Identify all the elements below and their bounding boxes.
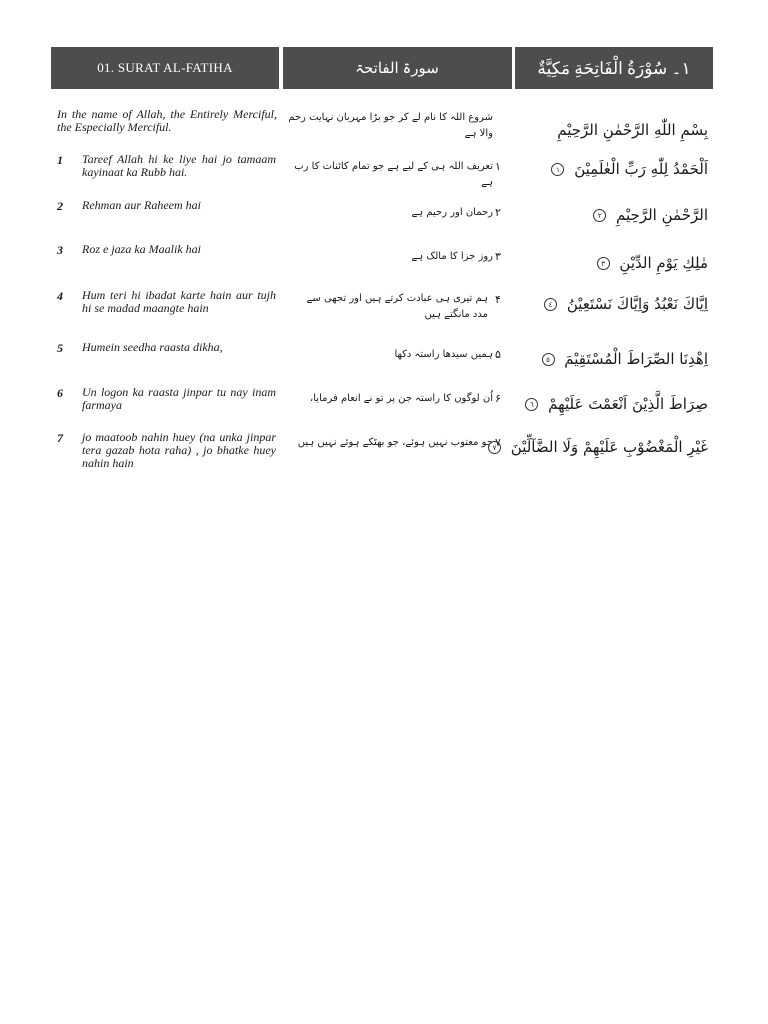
intro-arabic: بِسْمِ اللّٰهِ الرَّحْمٰنِ الرَّحِيْمِ: [557, 121, 708, 139]
verse-transliteration: Rehman aur Raheem hai: [82, 198, 201, 212]
header-bar: [51, 47, 713, 89]
verse-number-urdu: ۱: [495, 160, 501, 173]
verse-number: 7: [57, 431, 63, 445]
intro-urdu: شروع اللہ کا نام لے کر جو بڑا مہربان نہایت رحم والا ہے: [288, 112, 493, 139]
verse-arabic: [498, 205, 708, 225]
verse-arabic: [498, 159, 708, 179]
verse-transliteration: Humein seedha raasta dikha,: [82, 340, 223, 354]
surah-title-urdu: سورۃ الفاتحۃ: [283, 47, 512, 89]
verse-arabic-text: صِرَاطَ الَّذِيْنَ اَنْعَمْتَ عَلَيْهِمْ: [548, 395, 708, 413]
verse-number-urdu: ۶: [495, 392, 501, 405]
verse-transliteration: Roz e jaza ka Maalik hai: [82, 242, 201, 256]
verse-number-urdu: ۲: [495, 206, 501, 219]
verse-transliteration: Un logon ka raasta jinpar tu nay inam farmaya: [82, 385, 276, 412]
verse-number: 1: [57, 153, 63, 167]
verse-arabic: [498, 349, 708, 369]
verse-end-marker-icon: ١: [551, 163, 564, 176]
verse-number: 3: [57, 243, 63, 257]
verse-number: 2: [57, 199, 63, 213]
surah-title-english: 01. SURAT AL-FATIHA: [51, 47, 279, 89]
verse-end-marker-icon: ٤: [544, 298, 557, 311]
verse-arabic-text: اَلْحَمْدُ لِلّٰهِ رَبِّ الْعٰلَمِيْنَ: [574, 160, 708, 178]
verse-number-urdu: ۳: [495, 250, 501, 263]
verse-arabic-text: غَيْرِ الْمَغْضُوْبِ عَلَيْهِمْ وَلَا الضَّآلِّيْنَ: [510, 438, 708, 456]
verse-urdu: تعریف اللہ ہی کے لیے ہے جو تمام کائنات کا رب ہے: [294, 161, 493, 188]
surah-title-arabic: ۱۔ سُوْرَةُ الْفَاتِحَةِ مَكِيَّةٌ: [515, 47, 713, 89]
verse-urdu: جو معتوب نہیں ہوئے، جو بھٹکے ہوئے نہیں ہیں: [297, 437, 493, 448]
verse-end-marker-icon: ٦: [525, 398, 538, 411]
verse-arabic-text: الرَّحْمٰنِ الرَّحِيْمِ: [616, 206, 708, 224]
verse-urdu: روز جزا کا مالک ہے: [411, 251, 493, 262]
verse-number: 6: [57, 386, 63, 400]
verse-arabic: [498, 394, 708, 414]
verse-number: 5: [57, 341, 63, 355]
verse-urdu: اُن لوگوں کا راستہ جن پر تو نے انعام فرمایا،: [310, 393, 493, 404]
verse-arabic-text: اِهْدِنَا الصِّرَاطَ الْمُسْتَقِيْمَ: [564, 350, 708, 368]
verse-number-urdu: ۴: [495, 293, 501, 306]
verse-transliteration: jo maatoob nahin huey (na unka jinpar tera gazab hota raha) , jo bhatke huey nahin hain: [82, 430, 276, 470]
verse-number-urdu: ۷: [495, 436, 501, 449]
verse-urdu: ہم تیری ہی عبادت کرتے ہیں اور تجھی سے مدد مانگتے ہیں: [306, 293, 488, 320]
verse-end-marker-icon: ٧: [488, 441, 501, 454]
intro-transliteration: In the name of Allah, the Entirely Merciful, the Especially Merciful.: [57, 107, 277, 134]
verse-arabic-text: مٰلِكِ يَوْمِ الدِّيْنِ: [619, 254, 708, 272]
verse-end-marker-icon: ٥: [542, 353, 555, 366]
verse-number-urdu: ۵: [495, 348, 501, 361]
verse-end-marker-icon: ٢: [593, 209, 606, 222]
verse-number: 4: [57, 289, 63, 303]
verse-urdu: رحمان اور رحیم ہے: [411, 207, 493, 218]
verse-arabic-text: اِيَّاكَ نَعْبُدُ وَاِيَّاكَ نَسْتَعِيْنُ: [566, 295, 708, 313]
verse-urdu: ہمیں سیدھا راستہ دکھا: [394, 349, 493, 360]
verse-transliteration: Hum teri hi ibadat karte hain aur tujh hi se madad maangte hain: [82, 288, 276, 315]
verse-arabic: [498, 294, 708, 314]
verse-arabic: [498, 253, 708, 273]
verse-transliteration: Tareef Allah hi ke liye hai jo tamaam kayinaat ka Rubb hai.: [82, 152, 276, 179]
verse-end-marker-icon: ٣: [597, 257, 610, 270]
verse-arabic: [468, 437, 708, 457]
